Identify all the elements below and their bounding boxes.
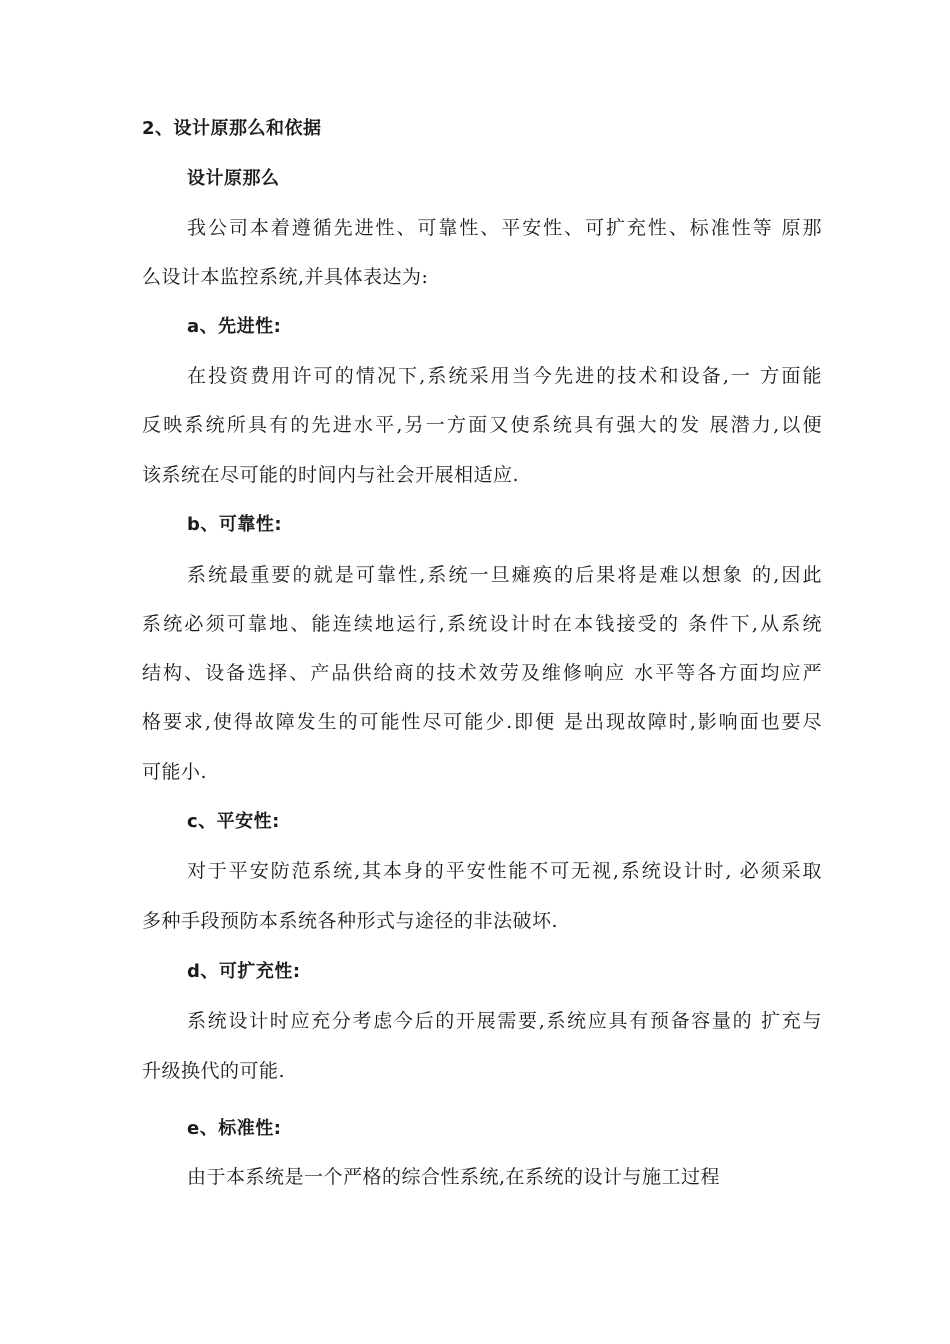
paragraph-c-line-1: 对于平安防范系统,其本身的平安性能不可无视,系统设计时, 必须采取 [187,860,822,882]
paragraph-c-line-2: 多种手段预防本系统各种形式与途径的非法破坏. [142,910,559,932]
paragraph-d-line-1: 系统设计时应充分考虑今后的开展需要,系统应具有预备容量的 扩充与 [187,1010,822,1032]
paragraph-b-line-5: 可能小. [142,761,208,783]
section-title-d: d、可扩充性: [187,961,301,982]
paragraph-a-line-1: 在投资费用许可的情况下,系统采用当今先进的技术和设备,一 方面能 [187,365,822,387]
subsection-heading: 设计原那么 [187,168,280,189]
section-title-c: c、平安性: [187,811,280,832]
paragraph-b-line-1: 系统最重要的就是可靠性,系统一旦瘫痪的后果将是难以想象 的,因此 [187,564,822,586]
section-title-b: b、可靠性: [187,514,283,535]
paragraph-a-line-2: 反映系统所具有的先进水平,另一方面又使系统具有强大的发 展潜力,以便 [142,414,822,436]
intro-line-2: 么设计本监控系统,并具体表达为: [142,266,429,288]
paragraph-b-line-3: 结构、设备选择、产品供给商的技术效劳及维修响应 水平等各方面均应严 [142,662,822,684]
paragraph-a-line-3: 该系统在尽可能的时间内与社会开展相适应. [142,464,520,486]
section-title-a: a、先进性: [187,316,282,337]
paragraph-e-line-1: 由于本系统是一个严格的综合性系统,在系统的设计与施工过程 [187,1166,721,1188]
paragraph-b-line-2: 系统必须可靠地、能连续地运行,系统设计时在本钱接受的 条件下,从系统 [142,613,822,635]
intro-line-1: 我公司本着遵循先进性、可靠性、平安性、可扩充性、标准性等 原那 [187,217,822,239]
paragraph-b-line-4: 格要求,使得故障发生的可能性尽可能少.即便 是出现故障时,影响面也要尽 [142,711,822,733]
section-heading: 2、设计原那么和依据 [142,118,322,139]
section-title-e: e、标准性: [187,1118,282,1139]
paragraph-d-line-2: 升级换代的可能. [142,1060,286,1082]
